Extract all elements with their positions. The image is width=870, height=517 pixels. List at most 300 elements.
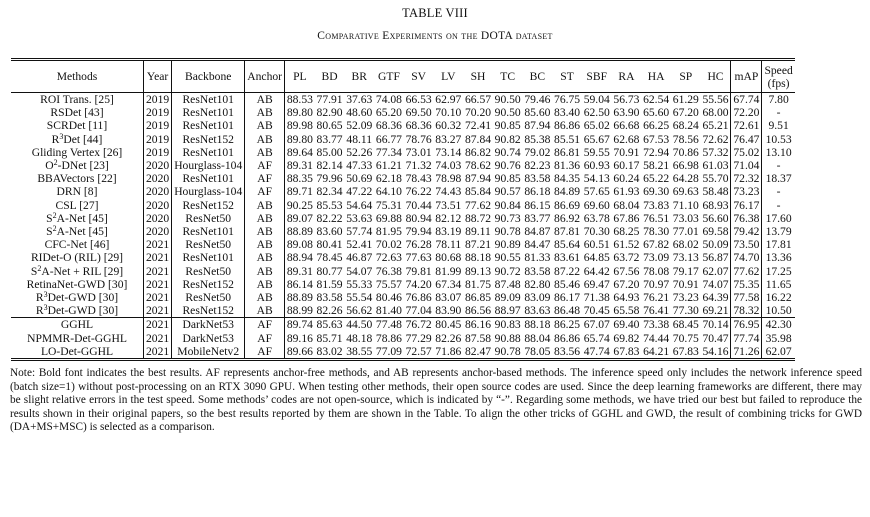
score-cell-st: 86.25 [554,318,581,332]
method-cell: ROI Trans. [25] [40,93,114,106]
score-cell-tc: 90.50 [494,93,521,106]
speed-cell: 13.36 [762,251,795,264]
table-row [11,318,795,332]
score-cell-sbf: 67.07 [583,318,610,332]
score-cell-sp: 68.24 [672,119,699,133]
table-row [11,119,795,132]
score-cell-tc: 90.85 [494,119,521,133]
anchor-cell: AF [245,159,285,172]
score-cell-br: 48.11 [346,132,373,146]
score-cell-sv: 68.36 [405,119,432,133]
score-cell-hc: 61.03 [702,159,729,173]
score-cell-sp: 79.17 [672,264,699,278]
backbone-cell: Hourglass-104 [172,159,245,172]
score-cell-gtf: 78.86 [375,331,402,345]
score-cell-hc: 74.07 [702,277,729,291]
score-cell-sbf: 70.30 [583,225,610,239]
table-row [11,133,795,146]
score-cell-bd: 80.77 [316,264,343,278]
score-cell-sv: 79.94 [405,225,432,239]
score-cell-br: 53.63 [346,211,373,225]
speed-cell: 16.22 [762,291,795,304]
year-cell: 2020 [144,185,172,198]
speed-cell: - [762,199,795,212]
year-cell: 2020 [144,212,172,225]
score-cell-sbf: 54.13 [583,172,610,186]
score-cell-st: 86.92 [554,211,581,225]
score-cell-bd: 83.02 [316,344,343,358]
score-cell-gtf: 64.10 [375,185,402,199]
method-cell: RetinaNet-GWD [30] [26,277,128,291]
score-cell-sp: 73.03 [672,211,699,225]
table-caption [0,6,870,42]
score-cell-br: 44.50 [346,318,373,332]
score-cell-tc: 90.78 [494,225,521,239]
anchor-cell: AF [245,318,285,332]
year-cell: 2021 [144,304,172,318]
column-header-anchor: Anchor [245,60,285,93]
score-cell-lv: 73.14 [435,145,462,159]
column-header-map: mAP [731,60,762,93]
speed-cell: 17.25 [762,265,795,278]
score-cell-st: 85.51 [554,132,581,146]
score-cell-bc: 83.09 [524,291,551,305]
map-cell: 75.02 [731,146,762,159]
score-cell-ha: 74.44 [643,331,670,345]
speed-cell: 42.30 [762,318,795,332]
map-cell: 73.23 [731,185,762,198]
year-cell: 2021 [144,345,172,360]
backbone-cell: ResNet152 [172,133,245,146]
score-cell-sp: 61.29 [672,93,699,106]
score-cell-ra: 70.91 [613,145,640,159]
method-cell: LO-Det-GGHL [11,345,144,360]
score-cell-sv: 76.72 [405,318,432,332]
score-cell-lv: 78.11 [435,238,462,252]
speed-cell: - [762,185,795,198]
speed-cell: - [762,159,795,172]
score-cell-hc: 69.58 [702,225,729,239]
score-cell-sv: 71.32 [405,159,432,173]
column-header-sv: SV [404,60,434,93]
score-cell-tc: 90.74 [494,145,521,159]
score-cell-pl: 88.89 [285,291,315,304]
score-cell-tc: 90.78 [494,344,521,358]
score-cell-bd: 85.63 [316,318,343,332]
score-cell-ha: 73.09 [643,251,670,265]
score-cell-ha: 62.54 [643,93,670,106]
score-cell-st: 84.35 [554,172,581,186]
year-cell: 2019 [144,133,172,146]
score-cell-lv: 82.26 [435,331,462,345]
score-cell-sh: 88.72 [464,211,492,225]
score-cell-pl: 88.99 [285,304,315,318]
map-cell: 76.38 [731,212,762,225]
score-cell-sp: 71.10 [672,198,699,212]
score-cell-gtf: 76.38 [375,264,402,278]
score-cell-st: 86.86 [554,331,581,345]
year-cell: 2021 [144,278,172,291]
backbone-cell: ResNet101 [172,106,245,119]
score-cell-tc: 90.83 [494,318,521,332]
score-cell-bd: 83.60 [316,225,343,239]
speed-cell: 10.53 [762,133,795,146]
method-cell: $O^2$-DNet [23] [45,158,109,173]
score-cell-sv: 76.22 [405,185,432,199]
score-cell-br: 38.55 [346,344,373,358]
column-header-br: BR [344,60,374,93]
score-cell-sp: 68.02 [672,238,699,252]
backbone-cell: ResNet152 [172,199,245,212]
column-header-sp: SP [671,60,701,93]
column-header-bd: BD [315,60,345,93]
method-cell: GGHL [11,318,144,332]
score-cell-ha: 66.25 [643,119,670,133]
score-cell-gtf: 80.46 [375,291,402,305]
score-cell-sbf: 59.55 [583,145,610,159]
speed-cell: 13.10 [762,146,795,159]
score-cell-tc: 90.76 [494,159,521,173]
map-cell: 78.32 [731,304,762,318]
score-cell-ra: 63.90 [613,106,640,120]
score-cell-gtf: 72.63 [375,251,402,265]
speed-cell: 17.81 [762,238,795,251]
score-cell-bd: 83.58 [316,291,343,305]
anchor-cell: AF [245,345,285,360]
score-cell-sv: 79.81 [405,264,432,278]
score-cell-sh: 82.47 [464,344,492,358]
score-cell-sp: 66.98 [672,159,699,173]
score-cell-ha: 70.97 [643,277,670,291]
score-cell-lv: 81.99 [435,264,462,278]
score-cell-ra: 66.68 [613,119,640,133]
score-cell-st: 86.81 [554,145,581,159]
table-row [11,146,795,159]
score-cell-tc: 90.85 [494,172,521,186]
score-cell-gtf: 68.36 [375,119,402,133]
anchor-cell: AF [245,332,285,345]
score-cell-hc: 56.87 [702,251,729,265]
score-cell-sbf: 69.60 [583,198,610,212]
score-cell-bd: 83.77 [316,132,343,146]
score-cell-gtf: 81.95 [375,225,402,239]
score-cell-ra: 62.68 [613,132,640,146]
year-cell: 2021 [144,318,172,332]
backbone-cell: ResNet101 [172,119,245,132]
score-cell-sh: 78.62 [464,159,492,173]
method-cell: $R^3Det$-GWD [30] [35,290,119,305]
score-cell-ra: 69.40 [613,318,640,332]
column-header-methods: Methods [11,60,144,93]
score-cell-hc: 69.21 [702,304,729,318]
score-cell-sp: 64.28 [672,172,699,186]
score-cell-st: 84.89 [554,185,581,199]
score-cell-hc: 70.47 [702,331,729,345]
score-cell-gtf: 77.34 [375,145,402,159]
speed-cell: 17.60 [762,212,795,225]
score-cell-bc: 83.58 [524,264,551,278]
score-cell-pl: 88.53 [285,93,315,107]
column-header-st: ST [552,60,582,93]
score-cell-ha: 72.94 [643,145,670,159]
score-cell-st: 86.86 [554,119,581,133]
score-cell-sbf: 60.93 [583,159,610,173]
score-cell-ra: 63.72 [613,251,640,265]
score-cell-st: 86.69 [554,198,581,212]
table-row [11,265,795,278]
score-cell-pl: 89.07 [285,212,315,225]
score-cell-lv: 73.51 [435,198,462,212]
score-cell-ra: 65.58 [613,304,640,318]
method-cell: NPMMR-Det-GGHL [27,331,127,345]
score-cell-ra: 56.73 [613,93,640,106]
table-row [11,238,795,251]
score-cell-ha: 78.30 [643,225,670,239]
score-cell-br: 55.54 [346,291,373,305]
column-header-gtf: GTF [374,60,404,93]
column-header-hc: HC [701,60,731,93]
table-title: Comparative Experiments on the DOTA dataset [317,30,553,42]
method-cell: $R^3Det$-GWD [30] [35,303,119,318]
score-cell-ra: 68.04 [613,198,640,212]
score-cell-tc: 90.88 [494,331,521,345]
score-cell-bc: 84.47 [524,238,551,252]
score-cell-pl: 89.98 [285,119,315,132]
speed-cell: 62.07 [762,345,795,360]
score-cell-gtf: 75.57 [375,277,402,291]
score-cell-st: 87.81 [554,225,581,239]
anchor-cell: AB [245,238,285,251]
score-cell-hc: 54.16 [701,345,731,360]
score-cell-hc: 55.56 [702,93,729,106]
score-cell-sbf: 57.65 [583,185,610,199]
score-cell-sv: 70.44 [405,198,432,212]
score-cell-bc: 82.80 [524,277,551,291]
score-cell-st: 83.56 [554,344,581,358]
column-header-backbone: Backbone [172,60,245,93]
table-row [11,278,795,291]
score-cell-bc: 88.04 [524,331,551,345]
year-cell: 2020 [144,159,172,172]
score-cell-bc: 84.87 [524,225,551,239]
speed-cell: - [762,106,795,119]
year-cell: 2021 [144,265,172,278]
score-cell-sbf: 69.47 [583,277,610,291]
map-cell: 76.47 [731,133,762,146]
score-cell-sh: 86.16 [464,318,492,332]
score-cell-sp: 67.20 [672,106,699,120]
score-cell-br: 52.09 [346,119,373,133]
score-cell-bc: 88.18 [524,318,551,332]
score-cell-lv: 60.32 [435,119,462,133]
score-cell-bc: 79.02 [524,145,551,159]
score-cell-ra: 67.83 [613,344,640,358]
table-number: TABLE VIII [402,6,468,20]
score-cell-ra: 68.25 [613,225,640,239]
score-cell-bd: 80.65 [316,119,343,133]
table-row [11,304,795,318]
score-cell-lv: 78.98 [435,172,462,186]
score-cell-tc: 90.89 [494,238,521,252]
score-cell-tc: 90.82 [494,132,521,146]
score-cell-hc: 50.09 [702,238,729,252]
score-cell-lv: 70.10 [435,106,462,120]
score-cell-ha: 67.53 [643,132,670,146]
score-cell-bd: 85.53 [316,198,343,212]
score-cell-sbf: 62.50 [583,106,610,120]
score-cell-sh: 87.58 [464,331,492,345]
score-cell-bc: 79.46 [524,93,551,106]
score-cell-bc: 83.77 [524,211,551,225]
score-cell-lv: 74.03 [435,159,462,173]
score-cell-sh: 89.11 [465,225,491,239]
score-cell-sh: 87.94 [464,172,492,186]
score-cell-pl: 89.16 [285,332,315,345]
map-cell: 73.50 [731,238,762,251]
score-cell-tc: 88.97 [494,304,521,318]
table-header-row [11,60,795,93]
score-cell-bc: 86.18 [524,185,551,199]
score-cell-hc: 70.14 [701,318,731,332]
score-cell-tc: 90.72 [494,264,521,278]
map-cell: 76.95 [731,318,762,332]
score-cell-st: 87.22 [554,264,581,278]
score-cell-bd: 82.22 [316,211,343,225]
score-cell-sh: 89.13 [464,264,492,278]
map-cell: 71.04 [731,159,762,172]
table-row [11,251,795,264]
score-cell-br: 47.22 [346,185,373,199]
method-cell: CFC-Net [46] [44,238,110,252]
score-cell-pl: 89.71 [285,185,315,198]
method-cell: CSL [27] [55,198,99,212]
anchor-cell: AB [245,265,285,278]
map-cell: 74.70 [731,251,762,264]
map-cell: 77.58 [731,291,762,304]
score-cell-bd: 82.26 [316,304,343,318]
score-cell-sbf: 47.74 [583,344,610,358]
score-cell-ra: 60.17 [613,159,640,173]
year-cell: 2020 [144,199,172,212]
score-cell-sv: 72.57 [405,344,432,358]
score-cell-hc: 64.39 [702,291,729,305]
score-cell-st: 83.40 [554,106,581,120]
results-table [11,58,795,361]
score-cell-sh: 87.21 [464,238,492,252]
score-cell-gtf: 77.09 [375,344,402,358]
score-cell-gtf: 65.20 [375,106,402,120]
score-cell-sv: 77.63 [405,251,432,265]
table-row [11,159,795,172]
score-cell-bc: 81.33 [524,251,551,265]
anchor-cell: AB [245,146,285,159]
score-cell-sp: 78.56 [672,132,699,146]
score-cell-ra: 69.82 [613,331,640,345]
table-row [11,199,795,212]
backbone-cell: ResNet101 [172,172,245,185]
score-cell-ha: 67.82 [643,238,670,252]
anchor-cell: AB [245,119,285,132]
score-cell-br: 54.07 [346,264,373,278]
score-cell-lv: 71.86 [435,344,462,358]
method-cell: RIDet-O (RIL) [29] [30,251,124,265]
score-cell-br: 48.60 [346,106,373,120]
score-cell-gtf: 77.48 [375,318,402,332]
map-cell: 76.17 [731,199,762,212]
column-header-bc: BC [523,60,553,93]
score-cell-st: 85.46 [554,277,581,291]
score-cell-ha: 73.38 [643,318,670,332]
map-cell: 72.61 [731,119,762,132]
method-cell: $S^2A$-Net [45] [46,210,108,225]
score-cell-sh: 86.56 [464,304,492,318]
speed-cell: 11.65 [762,278,795,291]
score-cell-pl: 89.08 [285,238,315,251]
method-cell: BBAVectors [22] [37,172,117,186]
table-row [11,291,795,304]
backbone-cell: ResNet101 [172,93,245,107]
column-header-pl: PL [285,60,315,93]
score-cell-sp: 73.13 [672,251,699,265]
score-cell-bd: 82.14 [316,159,343,173]
speed-header-line2: (fps) [767,77,790,90]
score-cell-sbf: 63.78 [583,211,610,225]
score-cell-pl: 89.74 [285,318,315,332]
score-cell-bc: 83.58 [524,172,551,186]
score-cell-bd: 78.45 [316,251,343,265]
score-cell-lv: 83.27 [435,132,462,146]
score-cell-br: 55.33 [346,277,373,291]
score-cell-sv: 66.53 [405,93,432,106]
anchor-cell: AB [245,133,285,146]
score-cell-lv: 80.45 [435,318,462,332]
column-header-ha: HA [641,60,671,93]
backbone-cell: ResNet101 [172,225,245,238]
column-header-sh: SH [463,60,493,93]
score-cell-hc: 57.32 [702,145,729,159]
anchor-cell: AB [245,278,285,291]
score-cell-ra: 61.93 [613,185,640,199]
score-cell-bc: 85.60 [524,106,551,120]
year-cell: 2019 [144,106,172,119]
score-cell-pl: 90.25 [285,199,315,212]
anchor-cell: AB [245,225,285,238]
score-cell-ha: 69.30 [643,185,670,199]
score-cell-gtf: 74.08 [375,93,402,106]
score-cell-sbf: 65.74 [583,331,610,345]
anchor-cell: AB [245,93,285,107]
score-cell-lv: 67.34 [435,277,462,291]
score-cell-st: 76.75 [554,93,581,106]
score-cell-bc: 83.63 [524,304,551,318]
score-cell-sv: 80.94 [405,211,432,225]
map-cell: 77.62 [731,265,762,278]
score-cell-tc: 87.48 [494,277,521,291]
score-cell-sp: 68.45 [672,318,699,332]
score-cell-bd: 82.34 [316,185,343,199]
score-cell-pl: 89.80 [285,106,315,119]
score-cell-sv: 77.29 [405,331,432,345]
score-cell-tc: 90.84 [494,198,521,212]
score-cell-tc: 90.50 [494,106,521,120]
backbone-cell: ResNet50 [172,212,245,225]
map-cell: 67.74 [731,93,762,107]
score-cell-gtf: 70.02 [375,238,402,252]
score-cell-sp: 70.75 [672,331,699,345]
score-cell-br: 56.62 [346,304,373,318]
score-cell-hc: 65.21 [702,119,729,133]
table-row [11,106,795,119]
